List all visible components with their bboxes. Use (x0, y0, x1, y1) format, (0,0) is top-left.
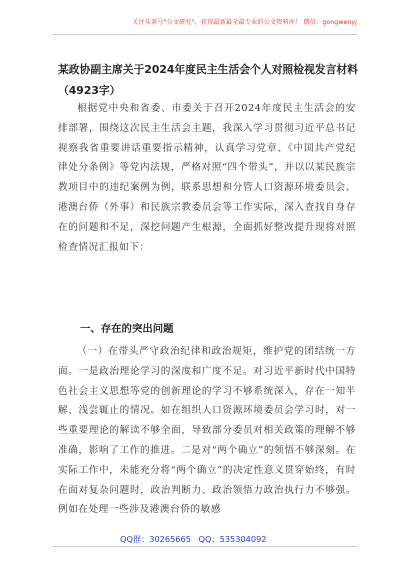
footer-divider (52, 546, 357, 547)
document-title: 某政协副主席关于2024年度民主生活会个人对照检视发言材料（4923字） (58, 63, 358, 97)
header-notice: 关注头条号"公文研究"，获得最新最全最专业的公文资料库！ 微信：gongwenyj (132, 19, 357, 26)
section-paragraph: （一）在带头严守政治纪律和政治规矩，维护党的团结统一方面。一是政治理论学习的深度和广度不足。对习近平新时代中国特色社会主义思想等党的创新理论的学习不够系统深入，存在一知半解、浅尝辄止的情况。如在组织人口资源环境委员会学习时，对一些重要理论的解读不够全面，导致部分委员对相关政策的理解不够准确，影响了工作的推进。二是对“两个确立”的领悟不够深刻。在实际工作中，未能充分将“两个确立”的决定性意义贯穿始终，有时在面对复杂问题时，政治判断力、政治领悟力政治执行力不够强。例如在处理一些涉及港澳台侨的敏感 (58, 346, 356, 516)
intro-paragraph: 根据党中央和省委、市委关于召开2024年度民主生活会的安排部署，围绕这次民主生活会主题，我深入学习贯彻习近平总书记视察我省重要讲话重要指示精神，认真学习党章、《中国共产党纪律处分条例》等党内法规，严格对照“四个带头”，并以以某民族宗教项目中的违纪案例为例，联系思想和分管人口资源环境委员会、港澳台侨（外事）和民族宗教委员会等工作实际，深入查找自身存在的问题和不足，深挖问题产生根源，全面抓好整改提升现将对照检查情况汇报如下： (58, 103, 356, 253)
footer-contact: QQ群：30265665 QQ：535304092 (120, 534, 267, 544)
header-divider (52, 34, 357, 35)
section-heading: 一、存在的突出问题 (80, 323, 174, 335)
